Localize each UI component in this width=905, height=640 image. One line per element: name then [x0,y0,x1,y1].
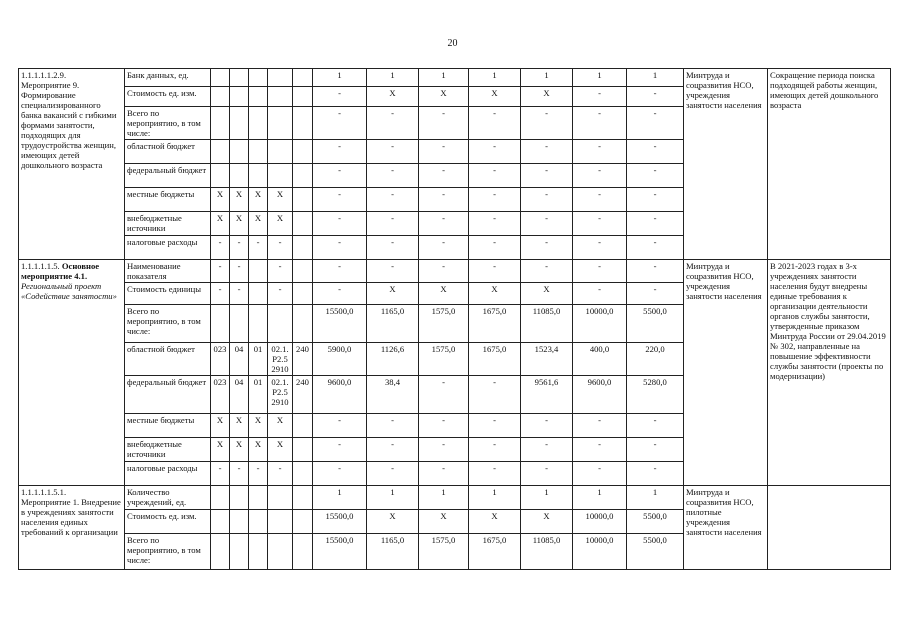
expense-type-code [293,188,313,212]
year-value: - [469,140,521,164]
year-value: 1575,0 [419,534,469,570]
year-value: - [627,414,684,438]
year-value: - [627,164,684,188]
expense-type-code [293,69,313,87]
result-cell [768,486,891,570]
budget-class-code [230,510,249,534]
budget-class-code [211,164,230,188]
year-value: X [367,87,419,107]
expense-type-code: 240 [293,376,313,414]
budget-class-code: X [230,414,249,438]
budget-class-code: X [230,212,249,236]
year-value: - [419,188,469,212]
budget-class-code [230,140,249,164]
budget-class-code [249,107,268,140]
indicator-label: Стоимость единицы [125,283,211,305]
year-value: - [627,87,684,107]
indicator-label: налоговые расходы [125,462,211,486]
program-table [18,68,891,570]
year-value: - [573,283,627,305]
year-value: - [313,107,367,140]
year-value: - [469,236,521,260]
expense-type-code [293,236,313,260]
year-value: - [521,260,573,283]
table-row [19,69,891,87]
budget-class-code: X [268,188,293,212]
year-value: - [367,212,419,236]
expense-type-code [293,107,313,140]
expense-type-code: 240 [293,343,313,376]
indicator-label: Всего по мероприятию, в том числе: [125,534,211,570]
year-value: 5500,0 [627,305,684,343]
year-value: - [521,414,573,438]
year-value: 1 [419,486,469,510]
budget-class-code [249,140,268,164]
indicator-label: федеральный бюджет [125,376,211,414]
year-value: 5280,0 [627,376,684,414]
year-value: 1 [419,69,469,87]
budget-class-code [249,164,268,188]
budget-class-code [268,107,293,140]
budget-class-code [211,69,230,87]
year-value: X [367,283,419,305]
budget-class-code [249,283,268,305]
expense-type-code [293,534,313,570]
activity-name-cell [19,260,125,486]
budget-class-code: - [268,283,293,305]
year-value: 1575,0 [419,343,469,376]
budget-class-code [211,107,230,140]
year-value: - [469,107,521,140]
expense-type-code [293,87,313,107]
budget-class-code: X [249,188,268,212]
year-value: - [419,376,469,414]
year-value: 400,0 [573,343,627,376]
year-value: X [469,510,521,534]
indicator-label: Банк данных, ед. [125,69,211,87]
year-value: 1 [627,69,684,87]
year-value: - [627,236,684,260]
year-value: - [469,188,521,212]
year-value: 1 [469,486,521,510]
expense-type-code [293,438,313,462]
year-value: 1 [367,69,419,87]
year-value: - [313,87,367,107]
year-value: - [627,212,684,236]
budget-class-code [268,87,293,107]
year-value: X [521,283,573,305]
year-value: 5500,0 [627,510,684,534]
budget-class-code [268,69,293,87]
budget-class-code: X [211,212,230,236]
budget-class-code: X [230,438,249,462]
year-value: 10000,0 [573,305,627,343]
year-value: - [419,260,469,283]
budget-class-code [249,510,268,534]
year-value: - [521,438,573,462]
budget-class-code [268,534,293,570]
table-row [19,260,891,283]
year-value: - [627,188,684,212]
expense-type-code [293,140,313,164]
budget-class-code [268,305,293,343]
year-value: 10000,0 [573,534,627,570]
year-value: 1126,6 [367,343,419,376]
expense-type-code [293,462,313,486]
year-value: 1 [573,69,627,87]
year-value: - [573,260,627,283]
year-value: 5500,0 [627,534,684,570]
budget-class-code: - [249,462,268,486]
budget-class-code: X [268,212,293,236]
year-value: - [521,188,573,212]
year-value: - [627,140,684,164]
indicator-label: внебюджетные источники [125,438,211,462]
year-value: - [573,212,627,236]
indicator-label: налоговые расходы [125,236,211,260]
year-value: - [367,140,419,164]
year-value: - [313,414,367,438]
activity-code: 1.1.1.1.1.5. [21,261,62,271]
indicator-label: местные бюджеты [125,414,211,438]
budget-class-code [211,140,230,164]
year-value: 1675,0 [469,534,521,570]
year-value: X [469,87,521,107]
year-value: - [573,107,627,140]
year-value: - [469,414,521,438]
activity-name-cell [19,69,125,260]
year-value: - [367,236,419,260]
budget-class-code: X [249,438,268,462]
indicator-label: Наименование показателя [125,260,211,283]
budget-class-code: - [230,236,249,260]
budget-class-code: - [268,260,293,283]
year-value: - [573,414,627,438]
budget-class-code: X [211,438,230,462]
budget-class-code [230,107,249,140]
budget-class-code: - [268,236,293,260]
budget-class-code: X [230,188,249,212]
budget-class-code [230,486,249,510]
expense-type-code [293,260,313,283]
budget-class-code [230,87,249,107]
budget-class-code: 01 [249,343,268,376]
year-value: X [521,87,573,107]
year-value: - [469,260,521,283]
year-value: - [419,236,469,260]
year-value: 1675,0 [469,343,521,376]
budget-class-code [268,486,293,510]
year-value: - [521,462,573,486]
budget-class-code [249,305,268,343]
year-value: 1 [313,69,367,87]
indicator-label: местные бюджеты [125,188,211,212]
activity-code: 1.1.1.1.1.2.9. [21,70,67,80]
year-value: - [313,188,367,212]
expense-type-code [293,510,313,534]
year-value: - [573,438,627,462]
budget-class-code: X [268,414,293,438]
year-value: - [313,438,367,462]
year-value: - [573,164,627,188]
year-value: 1 [521,486,573,510]
page-number: 20 [447,38,458,49]
expense-type-code [293,283,313,305]
year-value: - [419,212,469,236]
year-value: - [419,140,469,164]
budget-class-code [249,534,268,570]
indicator-label: Всего по мероприятию, в том числе: [125,305,211,343]
indicator-label: внебюджетные источники [125,212,211,236]
year-value: - [313,212,367,236]
year-value: - [367,462,419,486]
indicator-label: Стоимость ед. изм. [125,87,211,107]
year-value: X [419,87,469,107]
budget-class-code [211,486,230,510]
year-value: - [419,164,469,188]
budget-class-code [211,305,230,343]
budget-class-code [249,486,268,510]
budget-class-code: 04 [230,376,249,414]
activity-name-cell [19,486,125,570]
indicator-label: Стоимость ед. изм. [125,510,211,534]
expense-type-code [293,414,313,438]
year-value: 10000,0 [573,510,627,534]
budget-class-code: - [268,462,293,486]
year-value: 1 [367,486,419,510]
budget-class-code: - [211,283,230,305]
budget-class-code [268,510,293,534]
year-value: - [313,462,367,486]
budget-class-code: 04 [230,343,249,376]
year-value: - [367,188,419,212]
budget-class-code: 023 [211,343,230,376]
budget-class-code: X [268,438,293,462]
budget-class-code [211,534,230,570]
budget-class-code: X [211,414,230,438]
budget-class-code [249,260,268,283]
year-value: 38,4 [367,376,419,414]
year-value: - [469,438,521,462]
budget-class-code [230,69,249,87]
year-value: - [313,236,367,260]
year-value: - [521,236,573,260]
year-value: - [367,260,419,283]
activity-title: Мероприятие 1. Внедрение в учреждениях занятости населения единых требований к организации [21,497,121,537]
year-value: 1 [521,69,573,87]
expense-type-code [293,164,313,188]
year-value: - [419,438,469,462]
year-value: 9561,6 [521,376,573,414]
year-value: 1 [627,486,684,510]
budget-class-code: 02.1.Р2.5 2910 [268,376,293,414]
year-value: - [521,140,573,164]
year-value: X [521,510,573,534]
budget-class-code [249,69,268,87]
year-value: - [521,164,573,188]
budget-class-code: - [230,260,249,283]
year-value: 9600,0 [573,376,627,414]
year-value: - [367,164,419,188]
year-value: 1523,4 [521,343,573,376]
year-value: 1 [469,69,521,87]
year-value: 1 [573,486,627,510]
budget-class-code: 023 [211,376,230,414]
activity-code: 1.1.1.1.1.5.1. [21,487,67,497]
result-cell: Сокращение периода поиска подходящей работы женщин, имеющих детей дошкольного возраста [768,69,891,260]
budget-class-code [211,87,230,107]
expense-type-code [293,486,313,510]
year-value: 1 [313,486,367,510]
year-value: - [627,107,684,140]
year-value: X [469,283,521,305]
indicator-label: Всего по мероприятию, в том числе: [125,107,211,140]
year-value: - [627,283,684,305]
year-value: - [419,462,469,486]
year-value: - [313,140,367,164]
expense-type-code [293,212,313,236]
year-value: 1675,0 [469,305,521,343]
year-value: - [367,414,419,438]
year-value: 220,0 [627,343,684,376]
year-value: - [313,164,367,188]
table-row [19,486,891,510]
budget-class-code: 02.1.Р2.5 2910 [268,343,293,376]
year-value: - [573,140,627,164]
result-cell: В 2021-2023 годах в 3-х учреждениях занятости населения будут внедрены единые требования к организации деятельности органов службы занятости, утвержденные приказом Минтруда России от 29.04.2019 № 302, направленные на повышение эффективности службы занятости (проекты по модернизации) [768,260,891,486]
year-value: - [573,87,627,107]
year-value: - [521,107,573,140]
year-value: - [573,188,627,212]
year-value: 5900,0 [313,343,367,376]
year-value: - [419,414,469,438]
budget-class-code [249,87,268,107]
year-value: - [627,462,684,486]
year-value: 15500,0 [313,534,367,570]
year-value: 1165,0 [367,305,419,343]
year-value: - [469,462,521,486]
year-value: - [469,164,521,188]
indicator-label: федеральный бюджет [125,164,211,188]
year-value: X [419,283,469,305]
budget-class-code: X [211,188,230,212]
indicator-label: областной бюджет [125,343,211,376]
budget-class-code: 01 [249,376,268,414]
year-value: - [469,212,521,236]
activity-title-bold: Основное мероприятие 4.1. [21,261,100,281]
budget-class-code [268,164,293,188]
budget-class-code: - [230,462,249,486]
year-value: 15500,0 [313,510,367,534]
executor-cell: Минтруда и соцразвития НСО, пилотные учреждения занятости населения [684,486,768,570]
indicator-label: Количество учреждений, ед. [125,486,211,510]
budget-class-code: - [249,236,268,260]
year-value: - [627,260,684,283]
year-value: 11085,0 [521,305,573,343]
year-value: 11085,0 [521,534,573,570]
year-value: - [627,438,684,462]
year-value: X [419,510,469,534]
activity-title-italic: Региональный проект «Содействие занятости» [21,281,117,301]
year-value: 9600,0 [313,376,367,414]
year-value: X [367,510,419,534]
year-value: - [469,376,521,414]
expense-type-code [293,305,313,343]
budget-class-code [268,140,293,164]
activity-title: Мероприятие 9. Формирование специализированного банка вакансий с гибкими формами занятости, подходящих для трудоустройства женщин, имеющих детей дошкольного возраста [21,80,117,170]
year-value: - [521,212,573,236]
executor-cell: Минтруда и соцразвития НСО, учреждения занятости населения [684,69,768,260]
budget-class-code: - [211,236,230,260]
executor-cell: Минтруда и соцразвития НСО, учреждения занятости населения [684,260,768,486]
year-value: - [313,260,367,283]
budget-class-code: - [211,462,230,486]
budget-class-code: X [249,414,268,438]
budget-class-code: - [211,260,230,283]
year-value: 15500,0 [313,305,367,343]
year-value: - [573,236,627,260]
budget-class-code: - [230,283,249,305]
indicator-label: областной бюджет [125,140,211,164]
budget-class-code [230,534,249,570]
budget-class-code [230,305,249,343]
year-value: 1165,0 [367,534,419,570]
year-value: 1575,0 [419,305,469,343]
budget-class-code: X [249,212,268,236]
year-value: - [419,107,469,140]
year-value: - [367,438,419,462]
year-value: - [573,462,627,486]
budget-class-code [230,164,249,188]
budget-class-code [211,510,230,534]
year-value: - [367,107,419,140]
year-value: - [313,283,367,305]
